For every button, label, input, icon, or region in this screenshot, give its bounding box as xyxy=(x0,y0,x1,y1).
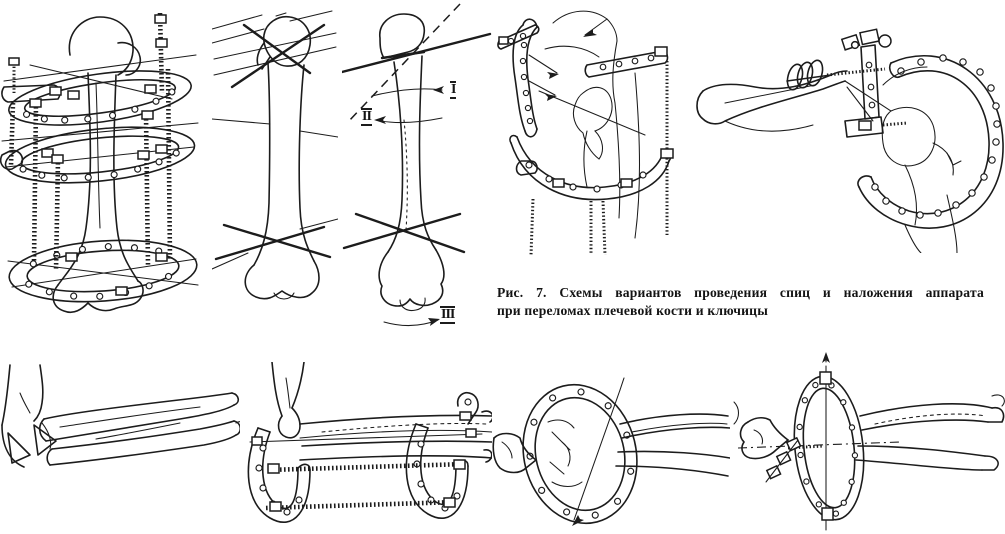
rotation-axis-label-1: I xyxy=(451,82,456,97)
figure-caption-line-2: при переломах плечевой кости и ключицы xyxy=(497,303,769,318)
shoulder-horseshoe-ring-apparatus-illustration xyxy=(695,25,1005,253)
humerus-in-three-ring-apparatus-illustration xyxy=(0,3,205,318)
humerus-wire-placement-front-view-illustration xyxy=(212,3,338,312)
forearm-ring-with-vertical-axis-illustration xyxy=(730,352,1005,534)
forearm-ring-with-wire-illustration xyxy=(492,362,730,534)
clavicle-plate-frame-apparatus-illustration xyxy=(495,3,685,258)
rotation-axis-label-2: II xyxy=(362,109,371,124)
rotation-axis-label-3: III xyxy=(441,307,455,322)
elbow-and-forearm-bones-illustration xyxy=(0,363,240,488)
figure-caption xyxy=(497,284,984,320)
humerus-rotation-axes-scheme-illustration xyxy=(342,0,492,332)
forearm-double-arc-apparatus-illustration xyxy=(242,362,492,534)
figure-caption-line-1: Рис. 7. Схемы вариантов проведения спиц и наложения аппарата xyxy=(497,285,984,300)
